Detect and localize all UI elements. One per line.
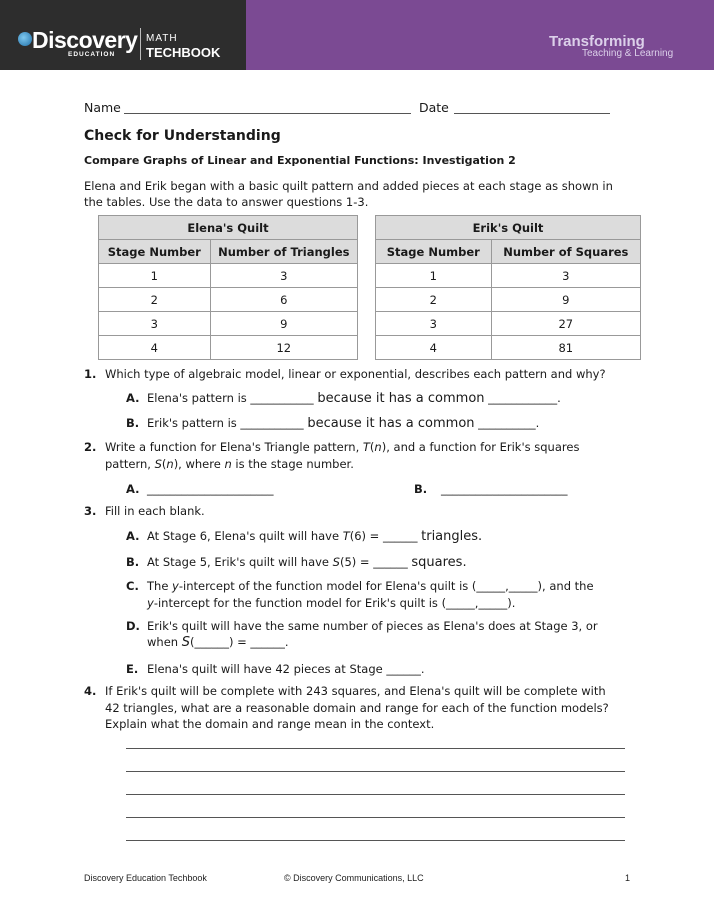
table-cell: 1 (376, 264, 492, 288)
table-header: Number of Triangles (210, 240, 357, 264)
date-field[interactable] (454, 113, 610, 114)
q3e-text: Elena's quilt will have 42 pieces at Stage ______. (147, 662, 425, 676)
table-row (376, 312, 641, 336)
q3d-line-2: when S(______) = ______. (147, 635, 289, 650)
table-cell: 2 (99, 288, 211, 312)
table-row (376, 336, 641, 360)
footer-copyright: © Discovery Communications, LLC (284, 873, 424, 883)
table-row (99, 336, 358, 360)
q3d-letter: D. (126, 619, 140, 633)
erik-quilt-table (375, 215, 641, 360)
q4-line-2: 42 triangles, what are a reasonable domain and range for each of the function models? (105, 701, 609, 715)
table-header: Stage Number (376, 240, 492, 264)
q2-number: 2. (84, 440, 97, 454)
intro-line-1: Elena and Erik began with a basic quilt pattern and added pieces at each stage as shown in (84, 179, 613, 193)
q2-line-1: Write a function for Elena's Triangle pattern, T(n), and a function for Erik's squares (105, 440, 580, 454)
table-cell: 1 (99, 264, 211, 288)
answer-line[interactable] (126, 817, 625, 818)
globe-icon (18, 32, 32, 46)
intro-line-2: the tables. Use the data to answer questions 1-3. (84, 195, 369, 209)
q3a-letter: A. (126, 529, 140, 543)
q3a-text: At Stage 6, Elena's quilt will have T(6) = ______ triangles. (147, 529, 483, 544)
q1a-text: Elena's pattern is ___________ because it has a common ____________. (147, 391, 561, 406)
q3e-letter: E. (126, 662, 139, 676)
table-cell: 12 (210, 336, 357, 360)
q2a-answer-blank[interactable]: ______________________ (147, 482, 274, 496)
q3c-line-1: The y-intercept of the function model for Elena's quilt is (_____,_____), and the (147, 579, 594, 593)
table-cell: 6 (210, 288, 357, 312)
table-cell: 3 (491, 264, 640, 288)
q2-line-2: pattern, S(n), where n is the stage number. (105, 457, 354, 471)
table-cell: 4 (99, 336, 211, 360)
table-cell: 2 (376, 288, 492, 312)
table-title: Elena's Quilt (99, 216, 358, 240)
tagline-transforming: Transforming (549, 33, 645, 50)
q2b-letter: B. (414, 482, 428, 496)
table-title: Erik's Quilt (376, 216, 641, 240)
q1-number: 1. (84, 367, 97, 381)
elena-quilt-table (98, 215, 358, 360)
page-title: Check for Understanding (84, 128, 281, 144)
table-cell: 3 (376, 312, 492, 336)
q1a-letter: A. (126, 391, 140, 405)
page-subtitle: Compare Graphs of Linear and Exponential Functions: Investigation 2 (84, 154, 516, 167)
table-cell: 27 (491, 312, 640, 336)
q4-line-3: Explain what the domain and range mean in the context. (105, 717, 435, 731)
q3c-letter: C. (126, 579, 139, 593)
tagline-teaching-learning: Teaching & Learning (582, 48, 674, 59)
logo-divider (140, 28, 141, 60)
q1b-letter: B. (126, 416, 140, 430)
q1-text: Which type of algebraic model, linear or exponential, describes each pattern and why? (105, 367, 606, 381)
math-logo-text: MATH (146, 33, 178, 44)
q4-line-1: If Erik's quilt will be complete with 243 squares, and Elena's quilt will be complete with (105, 684, 606, 698)
table-cell: 9 (210, 312, 357, 336)
answer-line[interactable] (126, 748, 625, 749)
q3d-line-1: Erik's quilt will have the same number of pieces as Elena's does at Stage 3, or (147, 619, 598, 633)
answer-line[interactable] (126, 771, 625, 772)
q3-text: Fill in each blank. (105, 504, 205, 518)
q2b-answer-blank[interactable]: ______________________ (441, 482, 568, 496)
table-cell: 3 (210, 264, 357, 288)
discovery-logo-word: Discovery (32, 27, 138, 53)
date-label: Date (419, 100, 449, 115)
table-row (99, 312, 358, 336)
table-cell: 81 (491, 336, 640, 360)
footer-left-text: Discovery Education Techbook (84, 873, 207, 883)
education-logo-text: EDUCATION (68, 51, 116, 58)
page-number: 1 (625, 873, 631, 883)
table-row (376, 288, 641, 312)
name-label: Name (84, 100, 121, 115)
q2a-letter: A. (126, 482, 140, 496)
answer-line[interactable] (126, 794, 625, 795)
q3c-line-2: y-intercept for the function model for Erik's quilt is (_____,_____). (147, 596, 516, 610)
name-field[interactable] (124, 113, 411, 114)
techbook-logo-text: TECHBOOK (146, 45, 221, 60)
table-row (99, 264, 358, 288)
answer-line[interactable] (126, 840, 625, 841)
q1b-text: Erik's pattern is ___________ because it has a common __________. (147, 416, 540, 431)
q4-number: 4. (84, 684, 97, 698)
table-row (99, 288, 358, 312)
table-row (376, 264, 641, 288)
table-header: Number of Squares (491, 240, 640, 264)
q3b-text: At Stage 5, Erik's quilt will have S(5) = ______ squares. (147, 555, 467, 570)
table-cell: 9 (491, 288, 640, 312)
header-banner (0, 0, 714, 70)
table-cell: 3 (99, 312, 211, 336)
table-header: Stage Number (99, 240, 211, 264)
q3b-letter: B. (126, 555, 140, 569)
q3-number: 3. (84, 504, 97, 518)
table-cell: 4 (376, 336, 492, 360)
